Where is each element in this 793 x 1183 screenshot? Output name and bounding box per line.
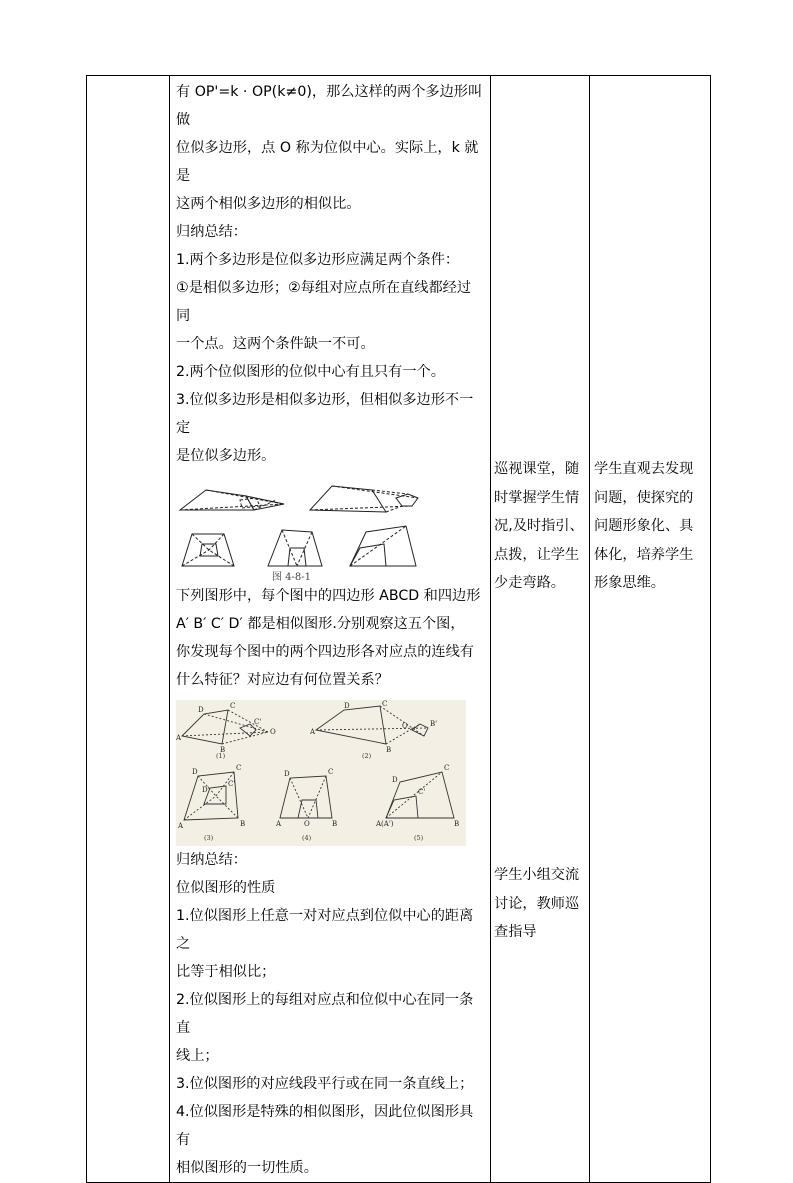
label-B: B [454,820,460,828]
text-line: 有 OP'=k · OP(k≠0)，那么这样的两个多边形叫做 [176,84,483,128]
label-C1: C' [254,718,262,726]
teacher-activity-2: 学生小组交流 讨论，教师巡 查指导 [494,867,580,940]
label-C: C [236,764,242,772]
text-line: 2.位似图形上的每组对应点和位似中心在同一条直 [176,992,474,1036]
text-line: 什么特征？对应边有何位置关系？ [176,672,389,688]
figure-number: (2) [362,752,372,760]
summary-heading: 归纳总结： [176,224,247,240]
text-line: 4.位似图形是特殊的相似图形，因此位似图形具有 [176,1104,474,1148]
stage-cell [87,76,170,1183]
text-line: 这两个相似多边形的相似比。 [176,196,361,212]
text-line: ①是相似多边形；②每组对应点所在直线都经过同 [176,280,472,324]
label-O: O [304,820,310,828]
text-line: 位似多边形，点 O 称为位似中心。实际上，k 就是 [176,140,479,184]
content-cell [170,76,491,1183]
text-line: 1.位似图形上任意一对对应点到位似中心的距离之 [176,908,474,952]
text-line: 是位似多边形。 [176,448,276,464]
figure-number: (5) [414,834,424,842]
label-C: C [382,700,388,708]
text-line: 3.位似多边形是相似多边形，但相似多边形不一定 [176,392,474,436]
label-AO: A(A') [376,820,394,828]
label-B: B [220,746,226,754]
label-O: O [270,728,276,736]
label-D: D [392,776,398,784]
figure-4-8-1 [176,476,426,582]
text-line: 相似图形的一切性质。 [176,1160,318,1176]
text-line: 比等于相似比； [176,964,276,980]
text-line: A′ B′ C′ D′ 都是相似图形.分别观察这五个图， [176,616,465,632]
design-intent-cell [590,76,711,1183]
section-title: 位似图形的性质 [176,880,276,896]
label-B: B [332,820,338,828]
text-line: 一个点。这两个条件缺一不可。 [176,336,375,352]
label-A: A [178,822,184,830]
design-intent-1: 学生直观去发现 问题，使探究的 问题形象化、具 体化，培养学生 形象思维。 [594,461,694,591]
label-D: D [192,768,198,776]
figure-number: (1) [216,752,226,760]
text-line: 3.位似图形的对应线段平行或在同一条直线上； [176,1076,474,1092]
label-D1: D' [202,786,210,794]
teacher-activity-1: 巡视课堂，随 时掌握学生情 况,及时指引、 点拨，让学生 少走弯路。 [494,461,584,591]
label-B1: B' [430,720,438,728]
label-C1: C' [418,788,426,796]
summary-heading: 归纳总结： [176,852,247,868]
figure-number: (3) [204,834,214,842]
figure-caption: 图 4-8-1 [272,572,312,582]
text-line: 下列图形中，每个图中的四边形 ABCD 和四边形 [176,588,481,604]
label-B: B [240,820,246,828]
figure-number: (4) [302,834,312,842]
text-line: 你发现每个图中的两个四边形各对应点的连线有 [176,644,474,660]
label-O: O [402,722,408,730]
label-A: A [276,820,282,828]
label-D: D [344,702,350,710]
label-C: C [230,702,236,710]
label-D: D [284,770,290,778]
label-A: A [176,734,182,742]
label-B: B [386,746,392,754]
lesson-plan-table [86,75,711,1183]
figure-homothety-five [176,700,466,846]
label-D: D [198,706,204,714]
label-A: A [310,728,316,736]
text-line: 线上； [176,1048,219,1064]
teacher-activity-cell [491,76,590,1183]
label-C: C [444,764,450,772]
text-line: 2.两个位似图形的位似中心有且只有一个。 [176,364,445,380]
label-C: C [328,768,334,776]
label-C1: C' [228,780,236,788]
text-line: 1.两个多边形是位似多边形应满足两个条件： [176,252,460,268]
